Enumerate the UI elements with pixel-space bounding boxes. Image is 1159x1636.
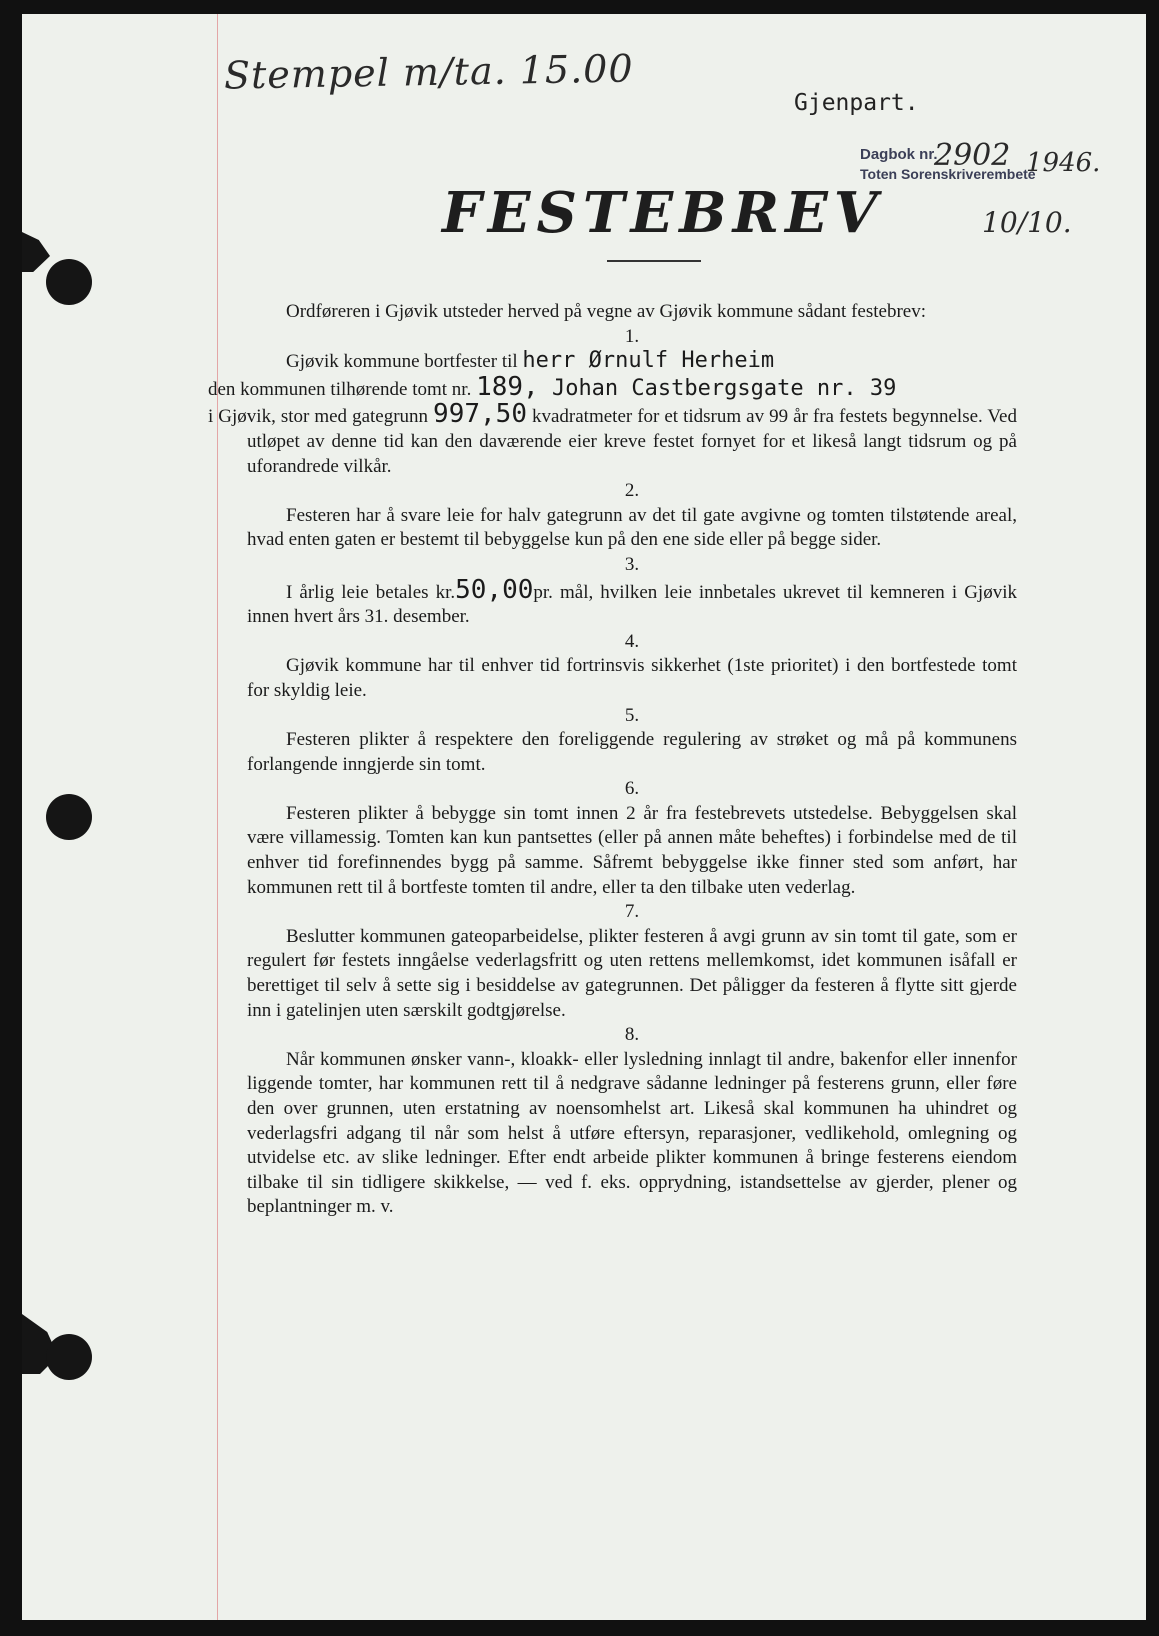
section-1-text: i Gjøvik, stor med gategrunn [208,406,434,428]
stamp-diary-label: Dagbok nr. [860,146,938,163]
stamp-year: 1946. [1026,148,1101,178]
section-number: 8. [624,1024,640,1046]
section-6-paragraph: Festeren plikter å bebygge sin tomt innen 2 år fra festebrevets utstedelse. Bebyggelsen skal være villamessig. Tomten kan kun pantsettes (eller på annen måte beheftes) i forbindelse med de til enhver tid forefinnendes bygg på samme. Såfremt bebyggelse ikke finner sted som anført, har kommunen rett til å bortfeste tomten til andre, eller ta den tilbake uten vederlag. [247,802,1017,898]
section-8-paragraph: Når kommunen ønsker vann-, kloakk- eller lysledning innlagt til andre, bakenfor eller innenfor liggende tomter, har kommunen rett til å nedgrave sådanne ledninger på festerens grunn, eller føre den over grunnen, uten erstatning av noensomhelst art. Likeså skal kommunen ha uhindret og vederlagsfri adgang til når som helst å utføre eftersyn, reparasjoner, vedlikehold, omlegning og utvidelse etc. av slike ledninger. Efter endt arbeide plikter kommunen å bringe festerens eiendom tilbake til sin tidligere skikkelse, — ved f. eks. opprydning, istandsettelse av gjerder, plener og beplantninger m. v. [247,1048,1017,1218]
diary-number: 2902 [934,138,1011,173]
section-number: 3. [624,553,640,575]
document-title: FESTEBREV [442,180,884,246]
section-2-paragraph: Festeren har å svare leie for halv gategrunn av det til gate avgivne og tomten tilstøtende areal, hvad enten gaten er bestemt til bebyggelse kun på den ene side eller på begge sider. [247,504,1017,551]
copy-label: Gjenpart. [794,90,919,116]
section-1-text: kvadratmeter for et tidsrum av 99 år fra festets begynnelse. Ved utløpet av denne tid kan den daværende eier kreve festet fornyet for et likeså langt tidsrum og på uforandrede vilkår. [247,406,1017,477]
section-number: 4. [624,630,640,652]
title-underline [607,260,701,262]
section-4-paragraph: Gjøvik kommune har til enhver tid fortrinsvis sikkerhet (1ste prioritet) i den bortfestede tomt for skyldig leie. [247,655,1017,701]
margin-line [217,14,218,1620]
punch-hole [46,794,92,840]
section-5-paragraph: Festeren plikter å respektere den foreliggende regulering av strøket og må på kommunens forlangende inngjerde sin tomt. [247,729,1017,775]
lot-number: 189, [476,371,539,402]
section-3-text: I årlig leie betales kr. [286,581,456,603]
section-7-paragraph: Beslutter kommunen gateoparbeidelse, plikter festeren å avgi grunn av sin tomt til gate, som er regulert før festets inngåelse vederlagsfritt og uten rettens mellemkomst, idet kommunen isåfall er berettiget til selv å sette sig i besiddelse av gategrunnen. Det påligger da festeren å flytte sitt gjerde inn i gatelinjen uten særskilt godtgjørelse. [247,925,1017,1021]
section-1-text: Gjøvik kommune bortfester til [286,351,523,373]
lot-address: Johan Castbergsgate nr. 39 [538,375,897,401]
intro-paragraph: Ordføreren i Gjøvik utsteder herved på vegne av Gjøvik kommune sådant festebrev: [286,301,926,322]
punch-hole [46,259,92,305]
section-1-text: den kommunen tilhørende tomt nr. [208,378,477,400]
stamp-office-name: Toten Sorenskriverembete [860,166,1036,182]
torn-edge [22,232,50,272]
lot-area: 997,50 [433,399,527,430]
stamp-date: 10/10. [982,206,1072,239]
section-number: 2. [624,480,640,502]
section-number: 7. [624,901,640,923]
section-number: 6. [624,778,640,800]
section-number: 1. [624,325,640,347]
lessee-name: herr Ørnulf Herheim [522,348,775,374]
annual-rent: 50,00 [455,574,534,605]
section-3-paragraph [247,574,1017,630]
section-3-text: pr. mål, hvilken leie innbetales ukrevet til kemneren i Gjøvik innen hvert års 31. desember. [247,581,1017,628]
document-page [22,14,1146,1620]
section-1-paragraph [208,348,1017,479]
punch-hole [46,1334,92,1380]
document-body [208,300,1017,1220]
handwritten-fee-note: Stempel m/ta. 15.00 [223,46,634,98]
section-number: 5. [624,704,640,726]
